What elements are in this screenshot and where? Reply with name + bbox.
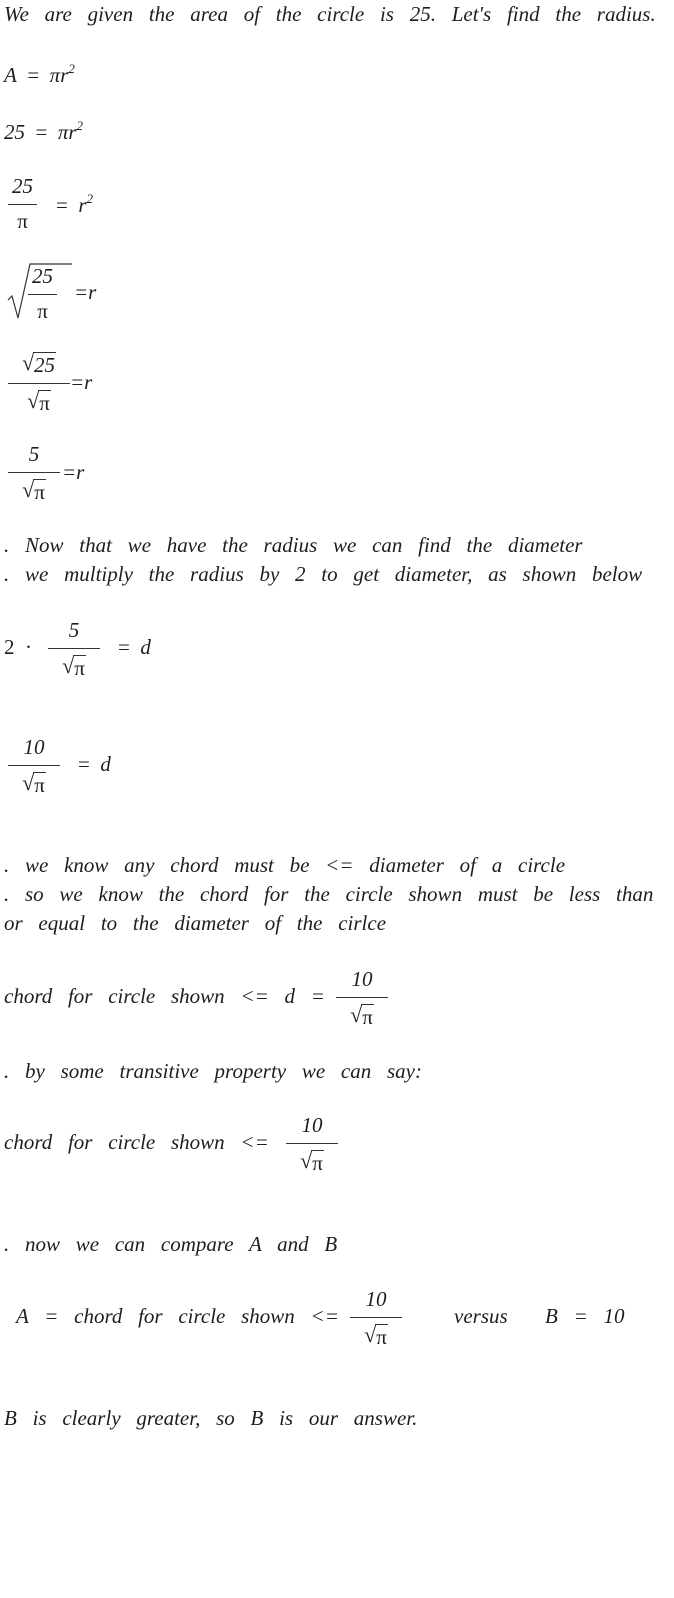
equals-r-1: =r [74,280,97,304]
conclusion-text: B is clearly greater, so B is our answer. [4,1406,418,1430]
quantity-b: B = 10 [545,1304,625,1328]
fraction-25-over-pi-under-root: 25 π [28,266,57,322]
versus-label: versus [454,1304,508,1328]
note-chord-equal: or equal to the diameter of the cirlce [4,911,387,935]
equals-d-1: = d [118,635,151,659]
fraction-25-over-pi: 25 π [8,176,37,232]
note-compare: . now we can compare A and B [4,1232,338,1256]
equals-r-2: =r [70,370,93,394]
fraction-5-over-rootpi-2: 5 √ π [48,620,100,679]
fraction-10-over-rootpi: 10 √ π [8,737,60,796]
note-chord-rule: . we know any chord must be <= diameter of a circle [4,853,566,877]
fraction-10-over-rootpi-2: 10 √ π [336,969,388,1028]
equals-r-squared: = $r^2$ [56,191,94,217]
equals-r-3: =r [62,460,85,484]
chord-inequality-2: chord for circle shown <= [4,1130,269,1154]
chord-inequality-1: chord for circle shown <= d = [4,984,325,1008]
quantity-a: A = chord for circle shown <= [16,1304,339,1328]
note-multiply: . we multiply the radius by 2 to get diameter, as shown below [4,562,643,586]
fraction-10-over-rootpi-4: 10 √ π [350,1289,402,1348]
fraction-root25-over-rootpi: √ 25 √ π [8,352,70,414]
note-radius-found: . Now that we have the radius we can find the diameter [4,533,583,557]
note-transitive: . by some transitive property we can say: [4,1059,422,1083]
fraction-10-over-rootpi-3: 10 √ π [286,1115,338,1174]
area-substitution: $25 = \pi r^2$ [4,118,84,144]
area-formula: $A = \pi r^2$ [4,61,75,87]
intro-text: We are given the area of the circle is 25. Let's find the radius. [4,2,656,26]
note-chord-less: . so we know the chord for the circle shown must be less than [4,882,654,906]
equals-d-2: = d [78,752,111,776]
factor-two: 2 · [4,635,32,659]
fraction-5-over-rootpi: 5 √ π [8,444,60,503]
